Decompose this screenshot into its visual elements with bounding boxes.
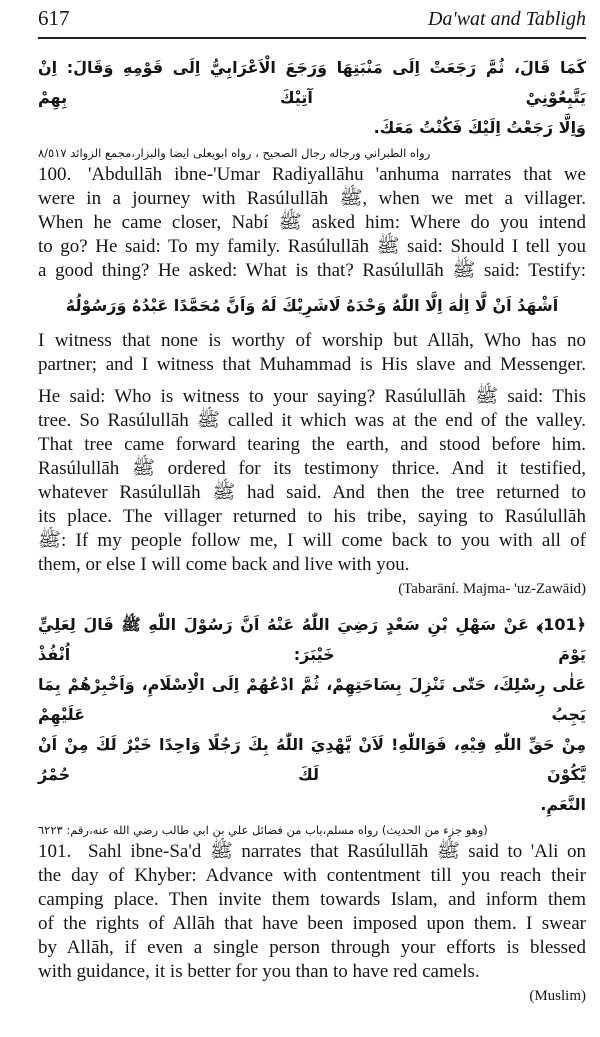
- running-title: Da'wat and Tabligh: [427, 8, 586, 30]
- spacer: [38, 377, 586, 385]
- page-number: 617: [38, 6, 70, 30]
- text-line: a good thing? He asked: What is that? Rasúlullāh ﷺ said: Testify:: [38, 260, 586, 281]
- hadith-101-arabic: [38, 610, 586, 820]
- shahada-arabic: اَشْهَدُ اَنْ لَّا اِلٰهَ اِلَّا اللّٰهُ وَحْدَهُ لَاشَرِيْكَ لَهُ وَاَنَّ مُحَمَّدًا عَبْدُهُ وَرَسُوْلُهُ: [65, 296, 559, 315]
- text-line: its place. The villager returned to his tribe, saying to Rasúlullāh: [38, 506, 586, 527]
- arabic-line: كَمَا قَالَ، ثُمَّ رَجَعَتْ اِلَى مَنْبَتِهَا وَرَجَعَ الْاَعْرَابِيُّ اِلَى قَوْمِهِ وَقَالَ: اِنْ يَتَّبِعُوْنِيْ آتِيْكَ بِهِمْ: [38, 58, 586, 107]
- text-line: He said: Who is witness to your saying? Rasúlullāh ﷺ said: This: [38, 386, 587, 407]
- arabic-reference: (وهو جزء من الحديث) رواه مسلم،باب من فضائل علي بن ابي طالب رضي الله عنه،رقم: ٦٢٢٣: [38, 823, 488, 837]
- hadith-100-continuation: [38, 385, 586, 577]
- header-rule: [38, 37, 586, 39]
- text-line: by Allāh, if even a single person through your efforts is blessed: [38, 937, 586, 958]
- text-line: with guidance, it is better for you than to have red camels.: [38, 961, 480, 982]
- arabic-line: النَّعَمِ.: [540, 795, 586, 814]
- text-line: the day of Khyber: Advance with contentment till you reach their: [38, 865, 586, 886]
- text-line: tree. So Rasúlullāh ﷺ called it which was at the end of the valley.: [38, 410, 587, 431]
- text-line: That tree came forward tearing the earth, and stood before him.: [38, 434, 586, 455]
- hadith-number: 100.: [38, 164, 72, 185]
- hadith-100-text: [38, 163, 586, 283]
- hadith-number: 101.: [38, 841, 72, 862]
- text-line: 'Abdullāh ibne-'Umar Radiyallāhu 'anhuma narrates that we: [88, 164, 586, 185]
- shahada-translation: [38, 329, 586, 377]
- text-line: them, or else I will come back and live with you.: [38, 554, 410, 575]
- text-line: I witness that none is worthy of worship but Allāh, Who has no: [38, 330, 586, 351]
- text-line: partner; and I witness that Muhammad is His slave and Messenger.: [38, 354, 586, 375]
- text-line: whatever Rasúlullāh ﷺ had said. And then the tree returned to: [38, 482, 586, 503]
- arabic-line: عَلٰى رِسْلِكَ، حَتّٰى تَنْزِلَ بِسَاحَتِهِمْ، ثُمَّ ادْعُهُمْ اِلَى الْاِسْلَامِ، وَاَخْبِرْهُمْ بِمَا يَجِبُ عَلَيْهِمْ: [38, 675, 586, 724]
- text-line: camping place. Then invite them towards Islam, and inform them: [38, 889, 586, 910]
- hadith-100-arabic: [38, 53, 586, 143]
- text-line: to go? He said: To my family. Rasúlullāh ﷺ said: Should I tell you: [38, 236, 586, 257]
- text-line: Sahl ibne-Sa'd ﷺ narrates that Rasúlullāh ﷺ said to 'Ali on: [88, 841, 586, 862]
- citation: (Muslim): [529, 988, 586, 1004]
- text-line: Rasúlullāh ﷺ ordered for its testimony thrice. And it testified,: [38, 458, 586, 479]
- page-header: [38, 6, 586, 31]
- text-line: were in a journey with Rasúlullāh ﷺ, when we met a villager.: [38, 188, 587, 209]
- arabic-line: وَاِلَّا رَجَعْتُ اِلَيْكَ فَكُنْتُ مَعَكَ.: [373, 118, 586, 137]
- text-line: of the rights of Allāh that have been imposed upon them. I swear: [38, 913, 586, 934]
- citation: (Tabarāní. Majma- 'uz-Zawāid): [398, 581, 586, 597]
- hadith-101-text: [38, 840, 586, 984]
- arabic-reference: رواه الطبراني ورجاله رجال الصحيح ، رواه ابويعلى ايضا والبزار،مجمع الزوائد ٨/٥١٧: [38, 146, 431, 160]
- arabic-line: ﴿101﴾ عَنْ سَهْلِ بْنِ سَعْدٍ رَضِيَ اللّٰهُ عَنْهُ اَنَّ رَسُوْلَ اللّٰهِ ﷺ قَالَ لِعَلِيٍّ يَوْمَ خَيْبَرَ: اُنْفُذْ: [38, 615, 586, 664]
- arabic-line: مِنْ حَقِّ اللّٰهِ فِيْهِ، فَوَاللّٰهِ! لَاَنْ يَّهْدِيَ اللّٰهُ بِكَ رَجُلًا وَاحِدًا خَيْرٌ لَكَ مِنْ اَنْ يَّكُوْنَ لَكَ حُمْرُ: [38, 735, 586, 784]
- text-line: When he came closer, Nabí ﷺ asked him: Where do you intend: [38, 212, 586, 233]
- text-line: ﷺ: If my people follow me, I will come back to you with all of: [38, 530, 586, 551]
